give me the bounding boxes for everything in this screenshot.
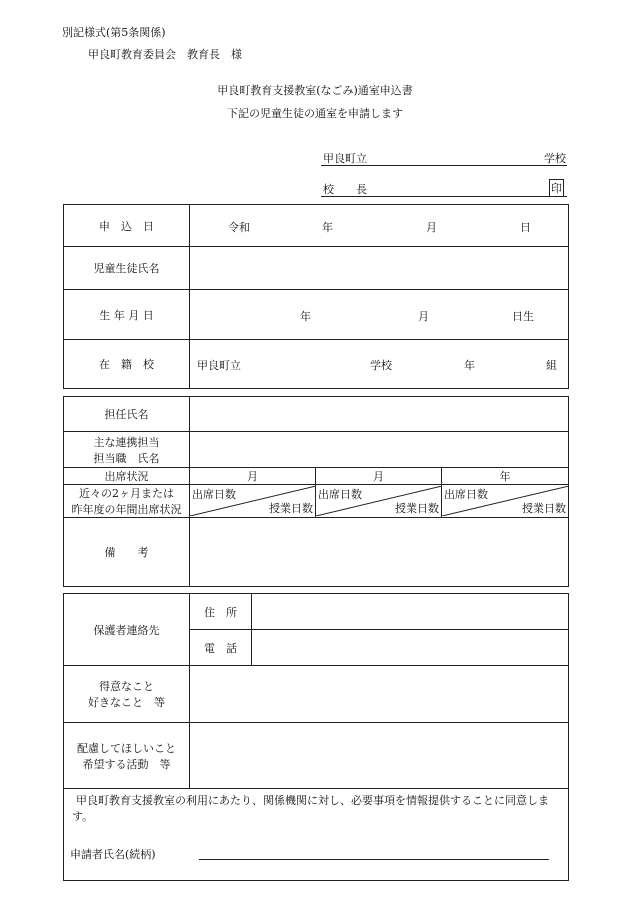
student-name-field[interactable]: [190, 247, 569, 290]
attended-days-label: 出席日数: [192, 488, 236, 501]
liaison-label: 主な連携担当 担当職 氏名: [64, 432, 190, 468]
remarks-label: 備 考: [64, 518, 190, 587]
date-day-label: 日: [520, 221, 531, 234]
seal-mark: 印: [549, 179, 564, 197]
addressee: 甲良町教育委員会 教育長 様: [88, 48, 242, 61]
enrolled-prefix: 甲良町立: [197, 359, 241, 372]
attendance-cell-2[interactable]: [316, 485, 442, 518]
date-year-label: 年: [322, 221, 333, 234]
attendance-status-label: 出席状況: [64, 468, 190, 485]
birth-year-label: 年: [300, 310, 311, 323]
attended-days-label: 出席日数: [318, 488, 362, 501]
attended-days-label: 出席日数: [444, 488, 488, 501]
recent-attendance-label: 近々の2ヶ月または 昨年度の年間出席状況: [64, 485, 190, 518]
phone-field[interactable]: [252, 630, 569, 666]
form-title: 甲良町教育支援教室(なごみ)通室申込書: [217, 84, 413, 97]
consent-text: 甲良町教育支援教室の利用にあたり、関係機関に対し、必要事項を情報提供することに同意します。: [72, 794, 549, 823]
considerations-label: 配慮してほしいこと 希望する活動 等: [64, 723, 190, 789]
guardian-contact-label: 保護者連絡先: [64, 594, 190, 666]
enrolled-grade-label: 年: [464, 359, 475, 372]
homeroom-teacher-label: 担任氏名: [64, 397, 190, 432]
attendance-col1-header: 月: [190, 468, 316, 485]
application-date-label: 申 込 日: [64, 205, 190, 247]
strengths-label: 得意なこと 好きなこと 等: [64, 666, 190, 723]
birth-month-label: 月: [418, 310, 429, 323]
enrolled-school-field[interactable]: [190, 340, 569, 389]
birth-day-label: 日生: [512, 310, 534, 323]
school-suffix: 学校: [544, 152, 566, 165]
liaison-field[interactable]: [190, 432, 569, 468]
principal-underline: [321, 196, 567, 197]
address-label: 住 所: [190, 594, 252, 630]
address-field[interactable]: [252, 594, 569, 630]
considerations-field[interactable]: [190, 723, 569, 789]
strengths-field[interactable]: [190, 666, 569, 723]
attendance-cell-1[interactable]: [190, 485, 316, 518]
attendance-col2-header: 月: [316, 468, 442, 485]
form-code: 別記様式(第5条関係): [62, 26, 166, 39]
guardian-info-table: [63, 593, 569, 881]
applicant-name-line[interactable]: [199, 859, 549, 860]
student-name-label: 児童生徒氏名: [64, 247, 190, 290]
attendance-col3-header: 年: [442, 468, 569, 485]
applicant-name-label: 申請者氏名(続柄): [70, 848, 156, 861]
birthdate-label: 生 年 月 日: [64, 290, 190, 340]
phone-label: 電 話: [190, 630, 252, 666]
enrolled-school-suffix: 学校: [370, 359, 392, 372]
class-days-label: 授業日数: [395, 502, 439, 515]
enrolled-class-label: 組: [546, 359, 557, 372]
birthdate-field[interactable]: [190, 290, 569, 340]
remarks-field[interactable]: [190, 518, 569, 587]
form-subtitle: 下記の児童生徒の通室を申請します: [227, 107, 403, 120]
enrolled-school-label: 在 籍 校: [64, 340, 190, 389]
teacher-attendance-table: [63, 396, 569, 587]
class-days-label: 授業日数: [522, 502, 567, 515]
student-info-table: [63, 204, 569, 389]
school-prefix: 甲良町立: [323, 152, 367, 165]
date-month-label: 月: [426, 221, 437, 234]
class-days-label: 授業日数: [269, 502, 313, 515]
application-date-field[interactable]: [190, 205, 569, 247]
homeroom-teacher-field[interactable]: [190, 397, 569, 432]
attendance-cell-3[interactable]: [442, 485, 569, 518]
school-underline: [321, 165, 567, 166]
principal-label: 校 長: [323, 183, 367, 196]
consent-section: [64, 789, 569, 881]
era-label: 令和: [228, 221, 250, 234]
